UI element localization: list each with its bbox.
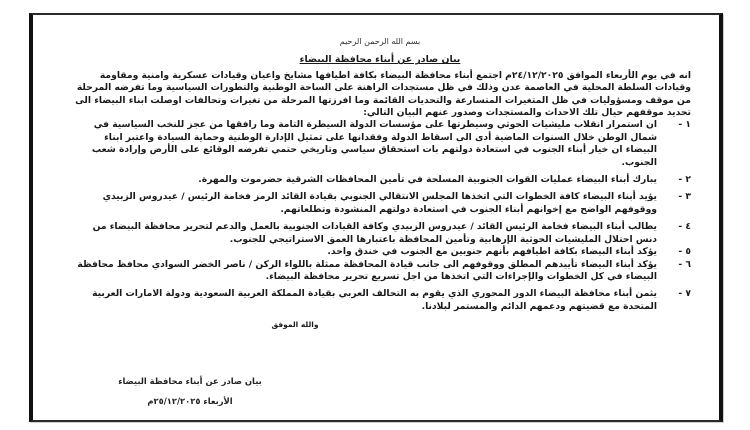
item-number: ٢ - [678,174,691,186]
list-item [75,221,691,246]
signature-issuer: بيان صادر عن أبناء محافظة البيضاء [118,376,262,386]
statement-document [55,36,695,332]
basmala: بسم الله الرحمن الرحيم [339,37,421,46]
item-number: ٧ - [678,288,691,300]
item-text: يثمن أبناء محافظة البيضاء الدور المحوري الذي يقوم به التحالف العربي بقيادة المملكة العربية السعودية ودولة الامارات العربية المتحدة مع قضيتهم ودعمهم الدائم والمستمر لبلادنا. [92,288,657,312]
item-number: ٦ - [678,258,691,270]
intro-paragraph: انه في يوم الأربعاء الموافق ٢٤/١٢/٢٠٢٥م اجتمع أبناء محافظة البيضاء بكافة اطيافها مشايخ واعيان وقيادات عسكرية وامنية ومقاومة وقيادات السلطة المحلية في العاصمة عدن وذلك في ظل مستجدات الراهنة على الساحة الوطنية والتطورات السياسية وما تفرضه المرحلة من موقف ومسؤوليات في ظل المتغيرات المتسارعة والتحديات القائمة وما افرزتها المرحلة من تغيرات وتحالفات اوصلت ابناء البيضاء الى تحديد موقفهم حيال تلك الاحداث والمستجدات وصدور عنهم البيان التالي: [75,69,691,119]
item-text: يؤكد أبناء البيضاء تأييدهم المطلق ووقوفهم الى جانب قيادة المحافظة ممثلة باللواء الركن / ناصر الخضر السوادي محافظ محافظة البيضاء في كل الخطوات والإجراءات التي اتخذها من اجل تسريع تحرير محافظة البيضاء. [77,258,657,282]
item-text: يطالب أبناء البيضاء فخامة الرئيس القائد / عيدروس الزبيدي وكافة القيادات الجنوبية بالعمل والدعم لتحرير محافظة البيضاء من دنس احتلال المليشيات الحوثية الإرهابية وتأمين المحافظة باعتبارها العمق الاستراتيجي للجنوب. [92,221,657,245]
item-text: يبارك أبناء البيضاء عمليات القوات الجنوبية المسلحة في تأمين المحافظات الشرقية حضرموت والمهرة. [198,174,657,186]
signature-block [90,371,290,411]
item-text: يؤكد أبناء البيضاء بكافة اطيافهم بأنهم جنوبين مع الجنوب في خندق واحد. [327,246,657,258]
statement-items-list [55,119,695,313]
item-number: ٤ - [678,221,691,233]
list-item [75,174,691,186]
list-item [75,288,691,313]
item-text: ان استمرار انقلاب مليشيات الحوثي وسيطرتها على مؤسسات الدولة السيطرة التامة وما رافقها من عجز للنخب السياسية في شمال الوطن خلال السنوات الماضية أدى الى اسقاط الدولة وفقدانها على تمثيل الإدارة الوطنية وحماية السيادة واعتبر ابناء البيضاء ان خيار أبناء الجنوب في استعادة دولتهم بات استحقاق سياسي وتاريخي حتمي تفرضه الوقائع على الأرض وإرادة شعب الجنوب. [91,119,657,168]
list-item [75,246,691,258]
item-number: ٥ - [678,246,691,258]
list-item [75,259,691,284]
list-item [75,191,691,216]
list-item [75,119,691,169]
closing-phrase: والله الموفق [271,320,319,330]
item-number: ١ - [678,119,691,131]
document-title: بيان صادر عن أبناء محافظة البيضاء [299,54,461,66]
item-number: ٣ - [678,191,691,203]
signature-date: الأربعاء ٢٥/١٢/٢٠٢٥م [147,396,233,406]
item-text: يؤيد أبناء البيضاء كافة الخطوات التي اتخذها المجلس الانتقالي الجنوبي بقيادة القائد الرمز فخامة الرئيس / عيدروس الزبيدي ووقوفهم الواضح مع إخوانهم أبناء الجنوب في استعادة دولتهم المنشودة وتطلعاتهم. [102,191,657,215]
